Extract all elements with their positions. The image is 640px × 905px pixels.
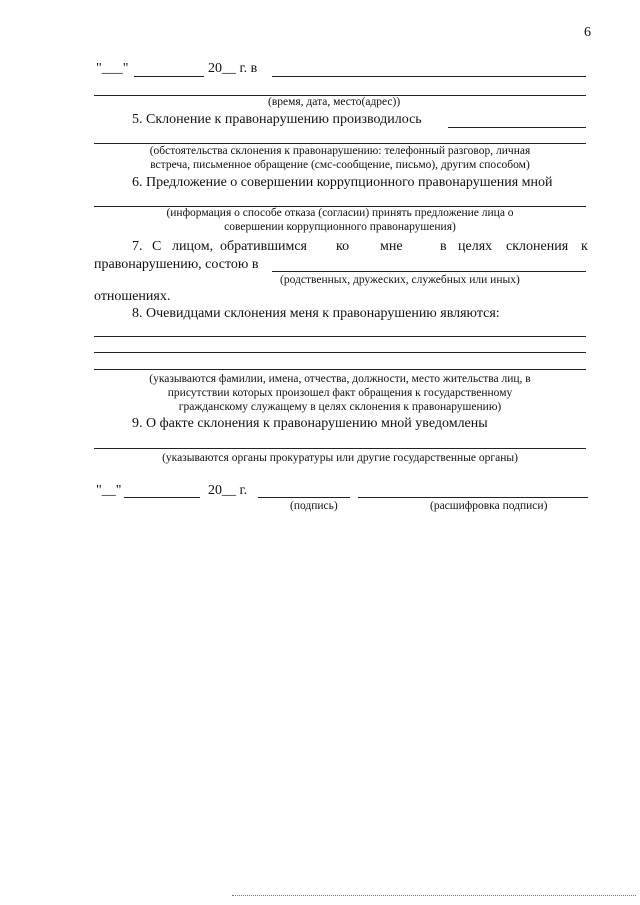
item-8-line-3: [94, 369, 586, 370]
date-place-line: [272, 76, 586, 77]
page-number: 6: [584, 25, 591, 40]
item-8-text: 8. Очевидцами склонения меня к правонарушению являются:: [132, 306, 500, 321]
item-7-relation-line: [272, 271, 586, 272]
caption-6-line-2: совершении коррупционного правонарушения): [224, 221, 456, 233]
date-year-label: 20__ г. в: [208, 61, 258, 76]
caption-5-line-1: (обстоятельства склонения к правонарушению: телефонный разговор, личная: [149, 145, 531, 157]
caption-7: (родственных, дружеских, служебных или иных): [280, 274, 520, 286]
signature-decode-line: [358, 497, 588, 498]
item-7-line-2: правонарушению, состою в: [94, 257, 259, 272]
caption-8-line-2: присутствии которых произошел факт обращения к государственному: [167, 387, 513, 399]
date-quote-blank: "___": [96, 61, 129, 76]
item-5-line: [448, 127, 586, 128]
sign-month-line: [124, 497, 200, 498]
item-7-word: обратившимся: [220, 239, 307, 254]
bottom-edge-divider: [232, 895, 636, 896]
item-7-word: С: [152, 239, 162, 254]
item-7-word: к: [581, 239, 588, 254]
item-7-word: 7.: [132, 239, 143, 254]
item-7-word: ко: [336, 239, 350, 254]
caption-9: (указываются органы прокуратуры или другие государственные органы): [162, 452, 518, 464]
item-9-text: 9. О факте склонения к правонарушению мной уведомлены: [132, 416, 488, 431]
item-7-word: целях: [458, 239, 493, 254]
item-5-text: 5. Склонение к правонарушению производилось: [132, 112, 422, 127]
caption-signature: (подпись): [290, 500, 338, 512]
item-5-line-2: [94, 143, 586, 144]
caption-5-line-2: встреча, письменное обращение (смс-сообщение, письмо), другим способом): [150, 159, 530, 171]
caption-8-line-3: гражданскому служащему в целях склонения к правонарушению): [178, 401, 502, 413]
item-6-text: 6. Предложение о совершении коррупционного правонарушения мной: [132, 175, 553, 190]
signature-line: [258, 497, 350, 498]
item-7-line-3: отношениях.: [94, 289, 171, 304]
caption-8-line-1: (указываются фамилии, имена, отчества, должности, место жительства лиц, в: [149, 373, 531, 385]
item-7-word: мне: [380, 239, 403, 254]
date-month-line: [134, 76, 204, 77]
sign-quote-blank: "__": [96, 483, 122, 498]
caption-time-place: (время, дата, место(адрес)): [268, 96, 401, 108]
caption-6-line-1: (информация о способе отказа (согласии) принять предложение лица о: [166, 207, 514, 219]
item-9-line: [94, 448, 586, 449]
item-7-word: склонения: [506, 239, 569, 254]
item-8-line-2: [94, 352, 586, 353]
caption-signature-decode: (расшифровка подписи): [430, 500, 548, 512]
item-8-line-1: [94, 336, 586, 337]
sign-year-label: 20__ г.: [208, 483, 248, 498]
item-7-word: лицом,: [172, 239, 214, 254]
item-7-word: в: [440, 239, 447, 254]
